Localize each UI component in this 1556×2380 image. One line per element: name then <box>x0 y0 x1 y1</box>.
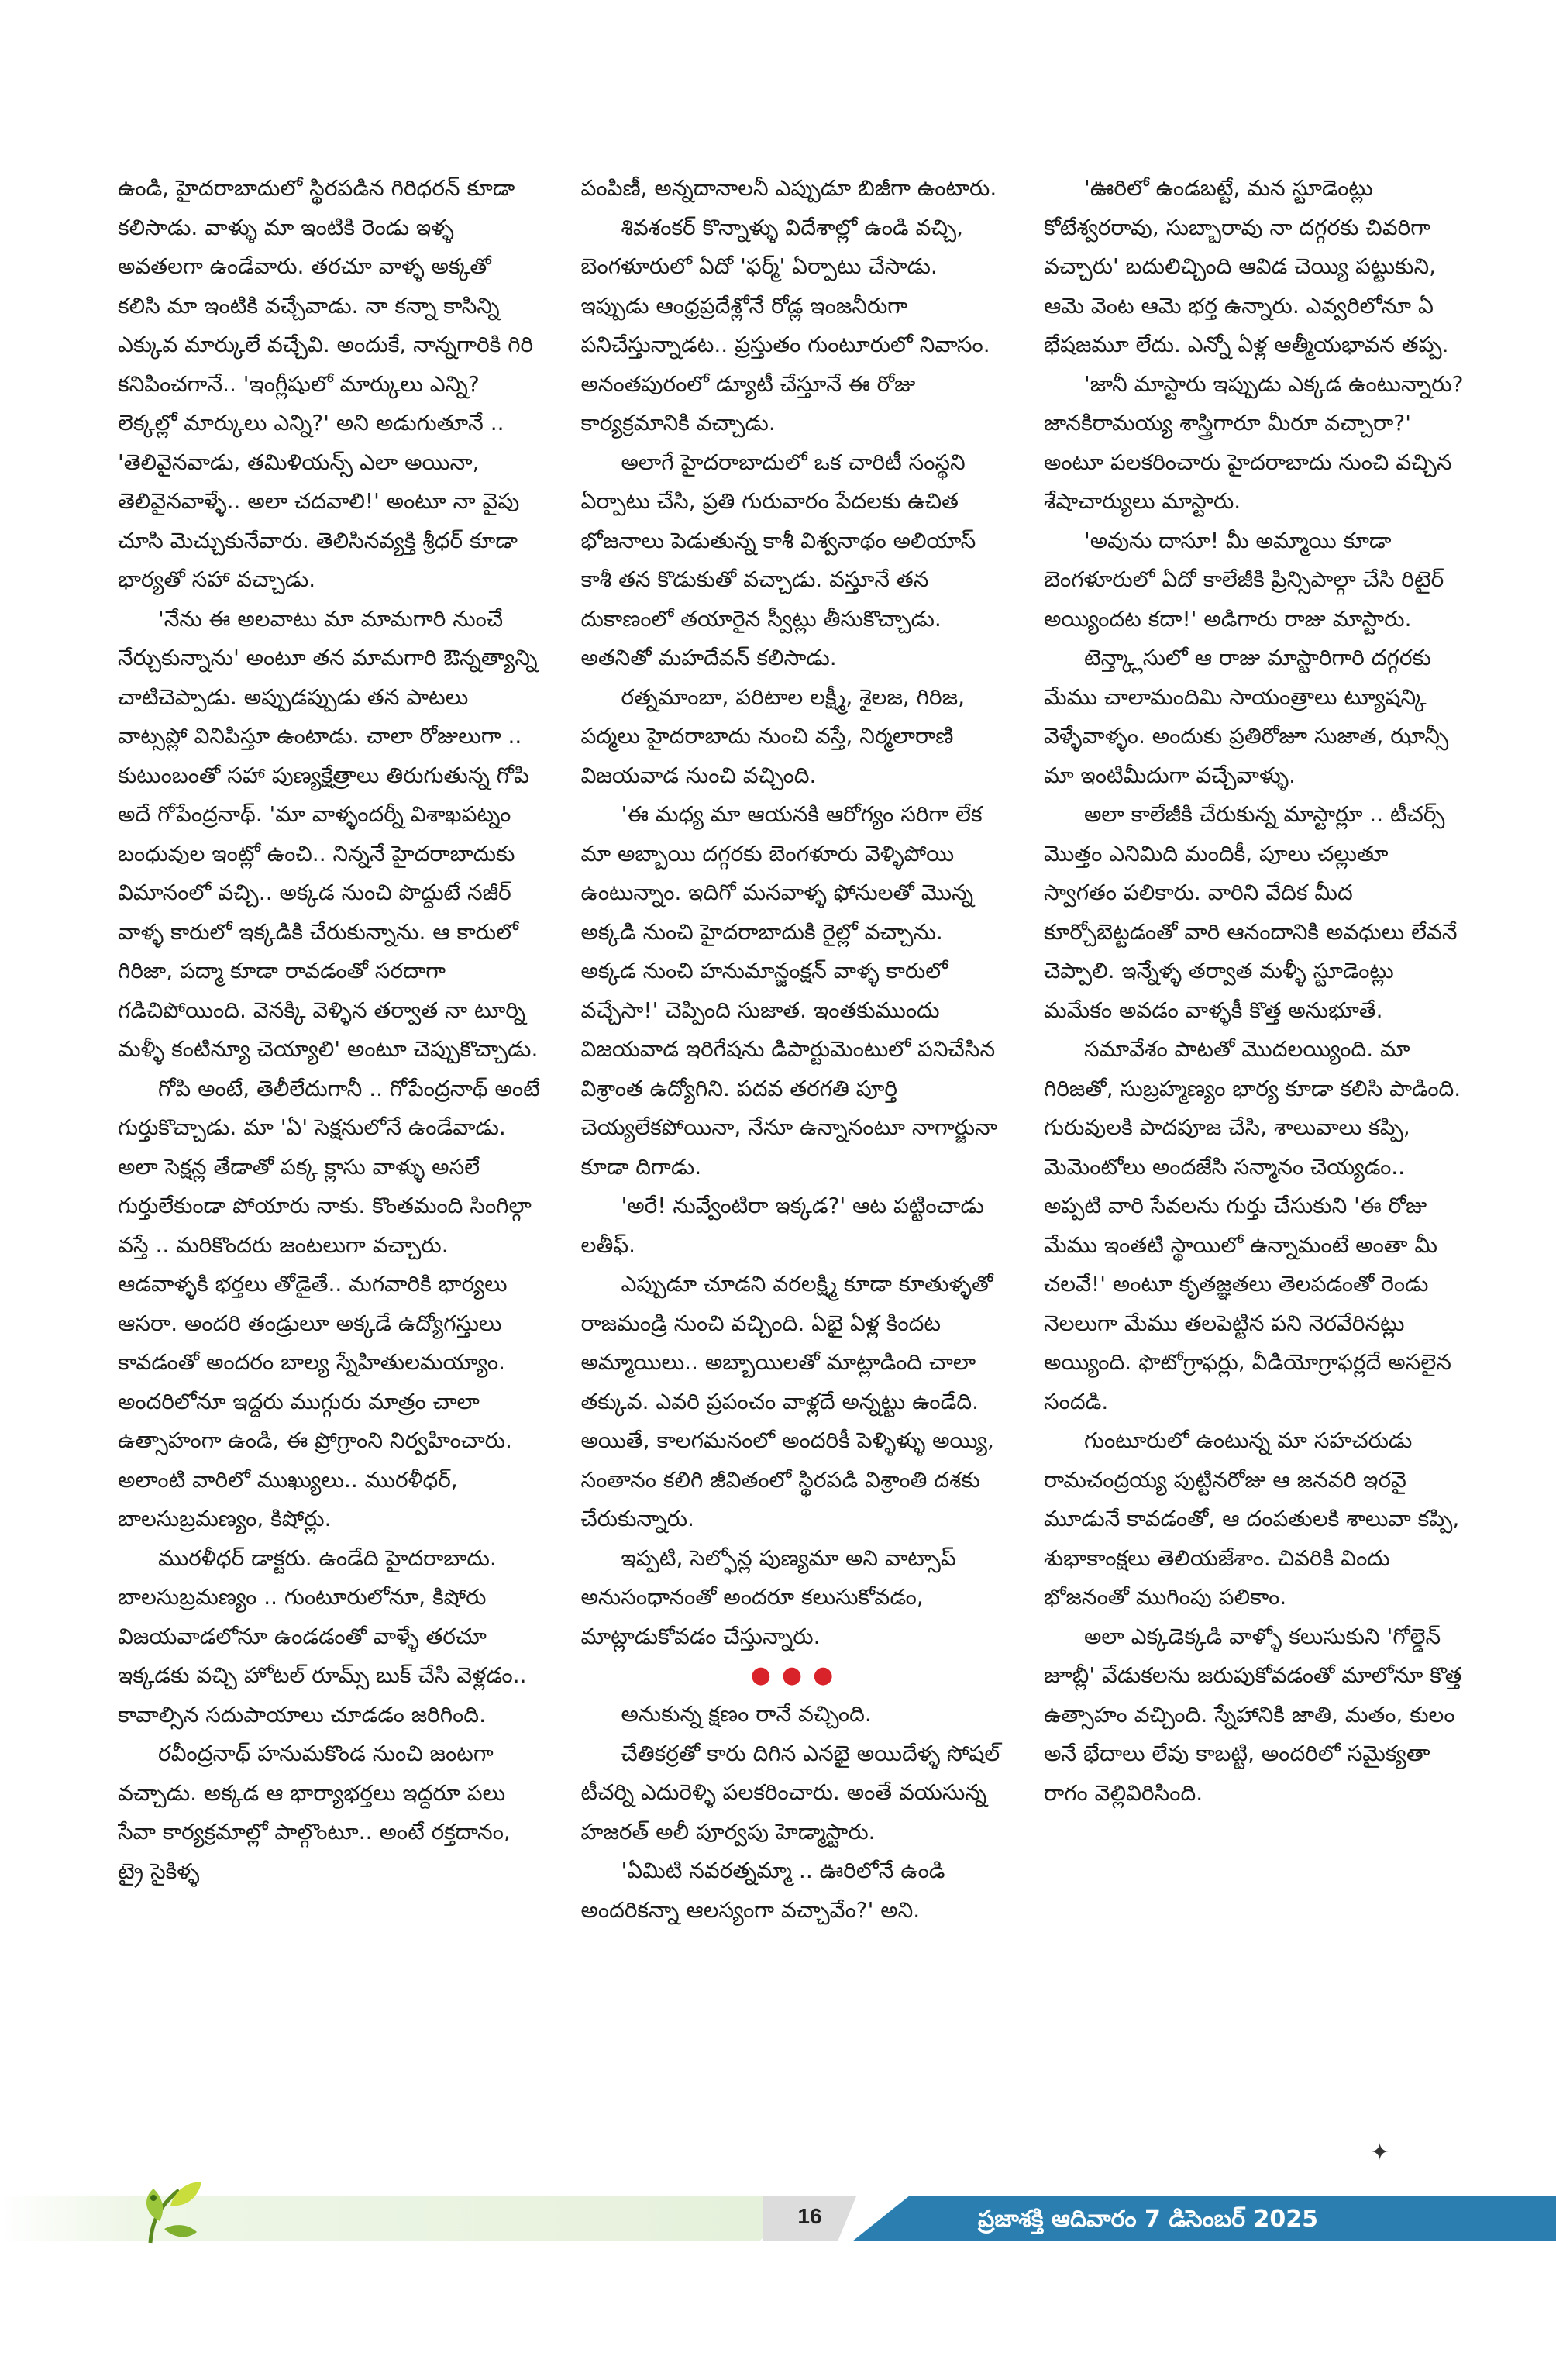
section-break-dots: ●●● <box>750 1662 845 1689</box>
paragraph: రవీంద్రనాథ్ హనుమకొండ నుంచి జంటగా వచ్చాడు. అక్కడ ఆ భార్యాభర్తలు ఇద్దరూ పలు సేవా కార్యక్రమాల్లో పాల్గొంటూ.. అంటే రక్తదానం, ట్రై సైకిళ్ళ <box>118 1741 511 1884</box>
paragraph: సమావేశం పాటతో మొదలయ్యింది. మా గిరిజతో, సుబ్రహ్మణ్యం భార్య కూడా కలిసి పాడింది. గురువులకి పాదపూజ చేసి, శాలువాలు కప్పి, మెమెంటోలు అందజేసి సన్మానం చెయ్యడం.. అప్పటి వారి సేవలను గుర్తు చేసుకుని 'ఈ రోజు మేము ఇంతటి స్థాయిలో ఉన్నామంటే అంతా మీ చలవే!' అంటూ కృతజ్ఞతలు తెలపడంతో రెండు నెలలుగా మేము తలపెట్టిన పని నెరవేరినట్లు అయ్యింది. ఫొటోగ్రాఫర్లు, వీడియోగ్రాఫర్లదే అసలైన సందడి. <box>1044 1036 1461 1414</box>
paragraph: శివశంకర్ కొన్నాళ్ళు విదేశాల్లో ఉండి వచ్చి, బెంగళూరులో ఏదో 'ఫర్మ్' ఏర్పాటు చేసాడు. ఇప్పుడు ఆంధ్రప్రదేశ్లోనే రోడ్ల ఇంజనీరుగా పనిచేస్తున్నాడట.. ప్రస్తుతం గుంటూరులో నివాసం. అనంతపురంలో డ్యూటీ చేస్తూనే ఈ రోజు కార్యక్రమానికి వచ్చాడు. <box>580 214 990 436</box>
paragraph: మురళీధర్ డాక్టరు. ఉండేది హైదరాబాదు. బాలసుబ్రమణ్యం .. గుంటూరులోనూ, కిషోరు విజయవాడలోనూ ఉండడంతో వాళ్ళే తరచూ ఇక్కడకు వచ్చి హోటల్ రూమ్స్ బుక్ చేసి వెళ్లడం.. కావాల్సిన సదుపాయాలు చూడడం జరిగింది. <box>118 1545 527 1727</box>
paragraph: చేతికర్రతో కారు దిగిన ఎనభై అయిదేళ్ళ సోషల్ టీచర్ని ఎదురెళ్ళి పలకరించారు. అంతే వయసున్న హజరత్ అలీ పూర్వపు హెడ్మాస్టారు. <box>580 1740 1000 1844</box>
leaf-logo-icon <box>136 2175 206 2249</box>
paragraph: రత్నమాంబా, పరిటాల లక్ష్మీ, శైలజ, గిరిజ, పద్మలు హైదరాబాదు నుంచి వస్తే, నిర్మలారాణి విజయవాడ నుంచి వచ్చింది. <box>580 684 966 788</box>
paragraph: ఉండి, హైదరాబాదులో స్థిరపడిన గిరిధరన్ కూడా కలిసాడు. వాళ్ళు మా ఇంటికి రెండు ఇళ్ళ అవతలగా ఉండేవారు. తరచూ వాళ్ళ అక్కతో కలిసి మా ఇంటికి వచ్చేవాడు. నా కన్నా కాసిన్ని ఎక్కువ మార్కులే వచ్చేవి. అందుకే, నాన్నగారికి గిరి కనిపించగానే.. 'ఇంగ్లీషులో మార్కులు ఎన్ని? లెక్కల్లో మార్కులు ఎన్ని?' అని అడుగుతూనే .. 'తెలివైనవాడు, తమిళియన్స్ ఎలా అయినా, తెలివైనవాళ్ళే.. అలా చదవాలి!' అంటూ నా వైపు చూసి మెచ్చుకునేవారు. తెలిసినవ్యక్తి శ్రీధర్ కూడా భార్యతో సహా వచ్చాడు. <box>118 175 534 592</box>
column-2 <box>581 169 1003 2153</box>
footer-green-strip <box>0 2196 759 2241</box>
column-3 <box>1044 169 1466 2153</box>
paragraph: 'నేను ఈ అలవాటు మా మామగారి నుంచే నేర్చుకున్నాను' అంటూ తన మామగారి ఔన్నత్యాన్ని చాటిచెప్పాడు. అప్పుడప్పుడు తన పాటలు వాట్సప్లో వినిపిస్తూ ఉంటాడు. చాలా రోజులుగా .. కుటుంబంతో సహా పుణ్యక్షేత్రాలు తిరుగుతున్న గోపి అదే గోపేంద్రనాథ్. 'మా వాళ్ళందర్నీ విశాఖపట్నం బంధువుల ఇంట్లో ఉంచి.. నిన్ననే హైదరాబాదుకు విమానంలో వచ్చి.. అక్కడ నుంచి పొద్దుటే నజీర్ వాళ్ళ కారులో ఇక్కడికి చేరుకున్నాను. ఆ కారులో గిరిజా, పద్మా కూడా రావడంతో సరదాగా గడిచిపోయింది. వెనక్కి వెళ్ళిన తర్వాత నా టూర్ని మళ్ళీ కంటిన్యూ చెయ్యాలి' అంటూ చెప్పుకొచ్చాడు. <box>118 605 539 1062</box>
page-number: 16 <box>797 2204 822 2228</box>
paragraph: అలా ఎక్కడెక్కడి వాళ్ళో కలుసుకుని 'గోల్డెన్ జూబ్లీ' వేడుకలను జరుపుకోవడంతో మాలోనూ కొత్త ఉత్సాహం వచ్చింది. స్నేహానికి జాతి, మతం, కులం అనే భేదాలు లేవు కాబట్టి, అందరిలో సమైక్యతా రాగం వెల్లివిరిసింది. <box>1044 1623 1462 1806</box>
paragraph: పంపిణీ, అన్నదానాలనీ ఎప్పుడూ బిజీగా ఉంటారు. <box>580 175 997 201</box>
paragraph: గోపి అంటే, తెలీలేదుగానీ .. గోపేంద్రనాథ్ అంటే గుర్తుకొచ్చాడు. మా 'ఏ' సెక్షనులోనే ఉండేవాడు. అలా సెక్షన్ల తేడాతో పక్క క్లాసు వాళ్ళు అసలే గుర్తులేకుండా పోయారు నాకు. కొంతమంది సింగిల్గా వస్తే .. మరికొందరు జంటలుగా వచ్చారు. ఆడవాళ్ళకి భర్తలు తోడైతే.. మగవారికి భార్యలు ఆసరా. అందరి తండ్రులూ అక్కడే ఉద్యోగస్తులు కావడంతో అందరం బాల్య స్నేహితులమయ్యాం. అందరిలోనూ ఇద్దరు ముగ్గురు మాత్రం చాలా ఉత్సాహంగా ఉండి, ఈ ప్రోగ్రాంని నిర్వహించారు. అలాంటి వారిలో ముఖ్యులు.. మురళీధర్, బాలసుబ్రమణ్యం, కిషోర్లు. <box>118 1075 540 1531</box>
paragraph: ఇప్పటి, సెల్ఫోన్ల పుణ్యమా అని వాట్సాప్ అనుసంధానంతో అందరూ కలుసుకోవడం, మాట్లాడుకోవడం చేస్తున్నారు. <box>580 1545 956 1649</box>
paragraph: 'జానీ మాస్టారు ఇప్పుడు ఎక్కడ ఉంటున్నారు? జానకిరామయ్య శాస్త్రిగారూ మీరూ వచ్చారా?' అంటూ పలకరించారు హైదరాబాదు నుంచి వచ్చిన శేషాచార్యులు మాస్టారు. <box>1044 370 1464 514</box>
publication-line: ప్రజాశక్తి ఆదివారం 7 డిసెంబర్ 2025 <box>978 2206 1319 2233</box>
paragraph: 'అరే! నువ్వేంటిరా ఇక్కడ?' ఆట పట్టించాడు లతీఫ్. <box>580 1193 984 1258</box>
paragraph: ఎప్పుడూ చూడని వరలక్ష్మి కూడా కూతుళ్ళతో రాజమండ్రి నుంచి వచ్చింది. ఏభై ఏళ్ల కిందట అమ్మాయిలు.. అబ్బాయిలతో మాట్లాడింది చాలా తక్కువ. ఎవరి ప్రపంచం వాళ్లదే అన్నట్టు ఉండేది. అయితే, కాలగమనంలో అందరికీ పెళ్ళిళ్ళు అయ్యి, సంతానం కలిగి జీవితంలో స్థిరపడి విశ్రాంతి దశకు చేరుకున్నారు. <box>580 1271 994 1531</box>
paragraph: అలాగే హైదరాబాదులో ఒక చారిటీ సంస్థని ఏర్పాటు చేసి, ప్రతి గురువారం పేదలకు ఉచిత భోజనాలు పెడుతున్న కాశీ విశ్వనాథం అలియాస్ కాశీ తన కొడుకుతో వచ్చాడు. వస్తూనే తన దుకాణంలో తయారైన స్వీట్లు తీసుకొచ్చాడు. అతనితో మహదేవన్ కలిసాడు. <box>580 449 976 670</box>
end-star-icon: ✦ <box>1370 2139 1390 2166</box>
column-1 <box>118 169 540 2153</box>
paragraph: టెన్త్క్లాసులో ఆ రాజు మాస్టారిగారి దగ్గరకు మేము చాలామందిమి సాయంత్రాలు ట్యూషన్కి వెళ్ళేవాళ్ళం. అందుకు ప్రతిరోజూ సుజాత, ఝాన్సీ మా ఇంటిమీదుగా వచ్చేవాళ్ళు. <box>1044 645 1449 788</box>
paragraph: 'ఏమిటి నవరత్నమ్మా .. ఊరిలోనే ఉండి అందరికన్నా ఆలస్యంగా వచ్చావేం?' అని. <box>580 1858 945 1923</box>
paragraph: 'అవును దాసూ! మీ అమ్మాయి కూడా బెంగళూరులో ఏదో కాలేజీకి ప్రిన్సిపాల్గా చేసి రిటైర్ అయ్యిందట కదా!' అడిగారు రాజు మాస్టారు. <box>1044 527 1444 632</box>
paragraph: 'ఊరిలో ఉండబట్టే, మన స్టూడెంట్లు కోటేశ్వరరావు, సుబ్బారావు నా దగ్గరకు చివరిగా వచ్చారు' బదులిచ్చింది ఆవిడ చెయ్యి పట్టుకుని, ఆమె వెంట ఆమె భర్త ఉన్నారు. ఎవ్వరిలోనూ ఏ భేషజమూ లేదు. ఎన్నో ఏళ్ల ఆత్మీయభావన తప్ప. <box>1044 175 1449 357</box>
paragraph: అనుకున్న క్షణం రానే వచ్చింది. <box>621 1701 872 1727</box>
paragraph: అలా కాలేజీకి చేరుకున్న మాస్టార్లూ .. టీచర్స్ మొత్తం ఎనిమిది మందికీ, పూలు చల్లుతూ స్వాగతం పలికారు. వారిని వేదిక మీద కూర్చోబెట్టడంతో వారి ఆనందానికి అవధులు లేవనే చెప్పాలి. ఇన్నేళ్ళ తర్వాత మళ్ళీ స్టూడెంట్లు మమేకం అవడం వాళ్ళకీ కొత్త అనుభూతే. <box>1044 801 1458 1023</box>
paragraph: 'ఈ మధ్య మా ఆయనకి ఆరోగ్యం సరిగా లేక మా అబ్బాయి దగ్గరకు బెంగళూరు వెళ్ళిపోయి ఉంటున్నాం. ఇదిగో మనవాళ్ళ ఫోనులతో మొన్న అక్కడి నుంచి హైదరాబాదుకి రైల్లో వచ్చాను. అక్కడ నుంచి హనుమాన్జంక్షన్ వాళ్ళ కారులో వచ్చేసా!' చెప్పింది సుజాత. ఇంతకుముందు విజయవాడ ఇరిగేషను డిపార్టుమెంటులో పనిచేసిన విశ్రాంత ఉద్యోగిని. పదవ తరగతి పూర్తి చెయ్యలేకపోయినా, నేనూ ఉన్నానంటూ నాగార్జునా కూడా దిగాడు. <box>580 801 998 1180</box>
article-columns <box>118 169 1466 2153</box>
paragraph: గుంటూరులో ఉంటున్న మా సహచరుడు రామచంద్రయ్య పుట్టినరోజు ఆ జనవరి ఇరవై మూడునే కావడంతో, ఆ దంపతులకి శాలువా కప్పి, శుభాకాంక్షలు తెలియజేశాం. చివరికి విందు భోజనంతో ముగింపు పలికాం. <box>1044 1428 1460 1610</box>
